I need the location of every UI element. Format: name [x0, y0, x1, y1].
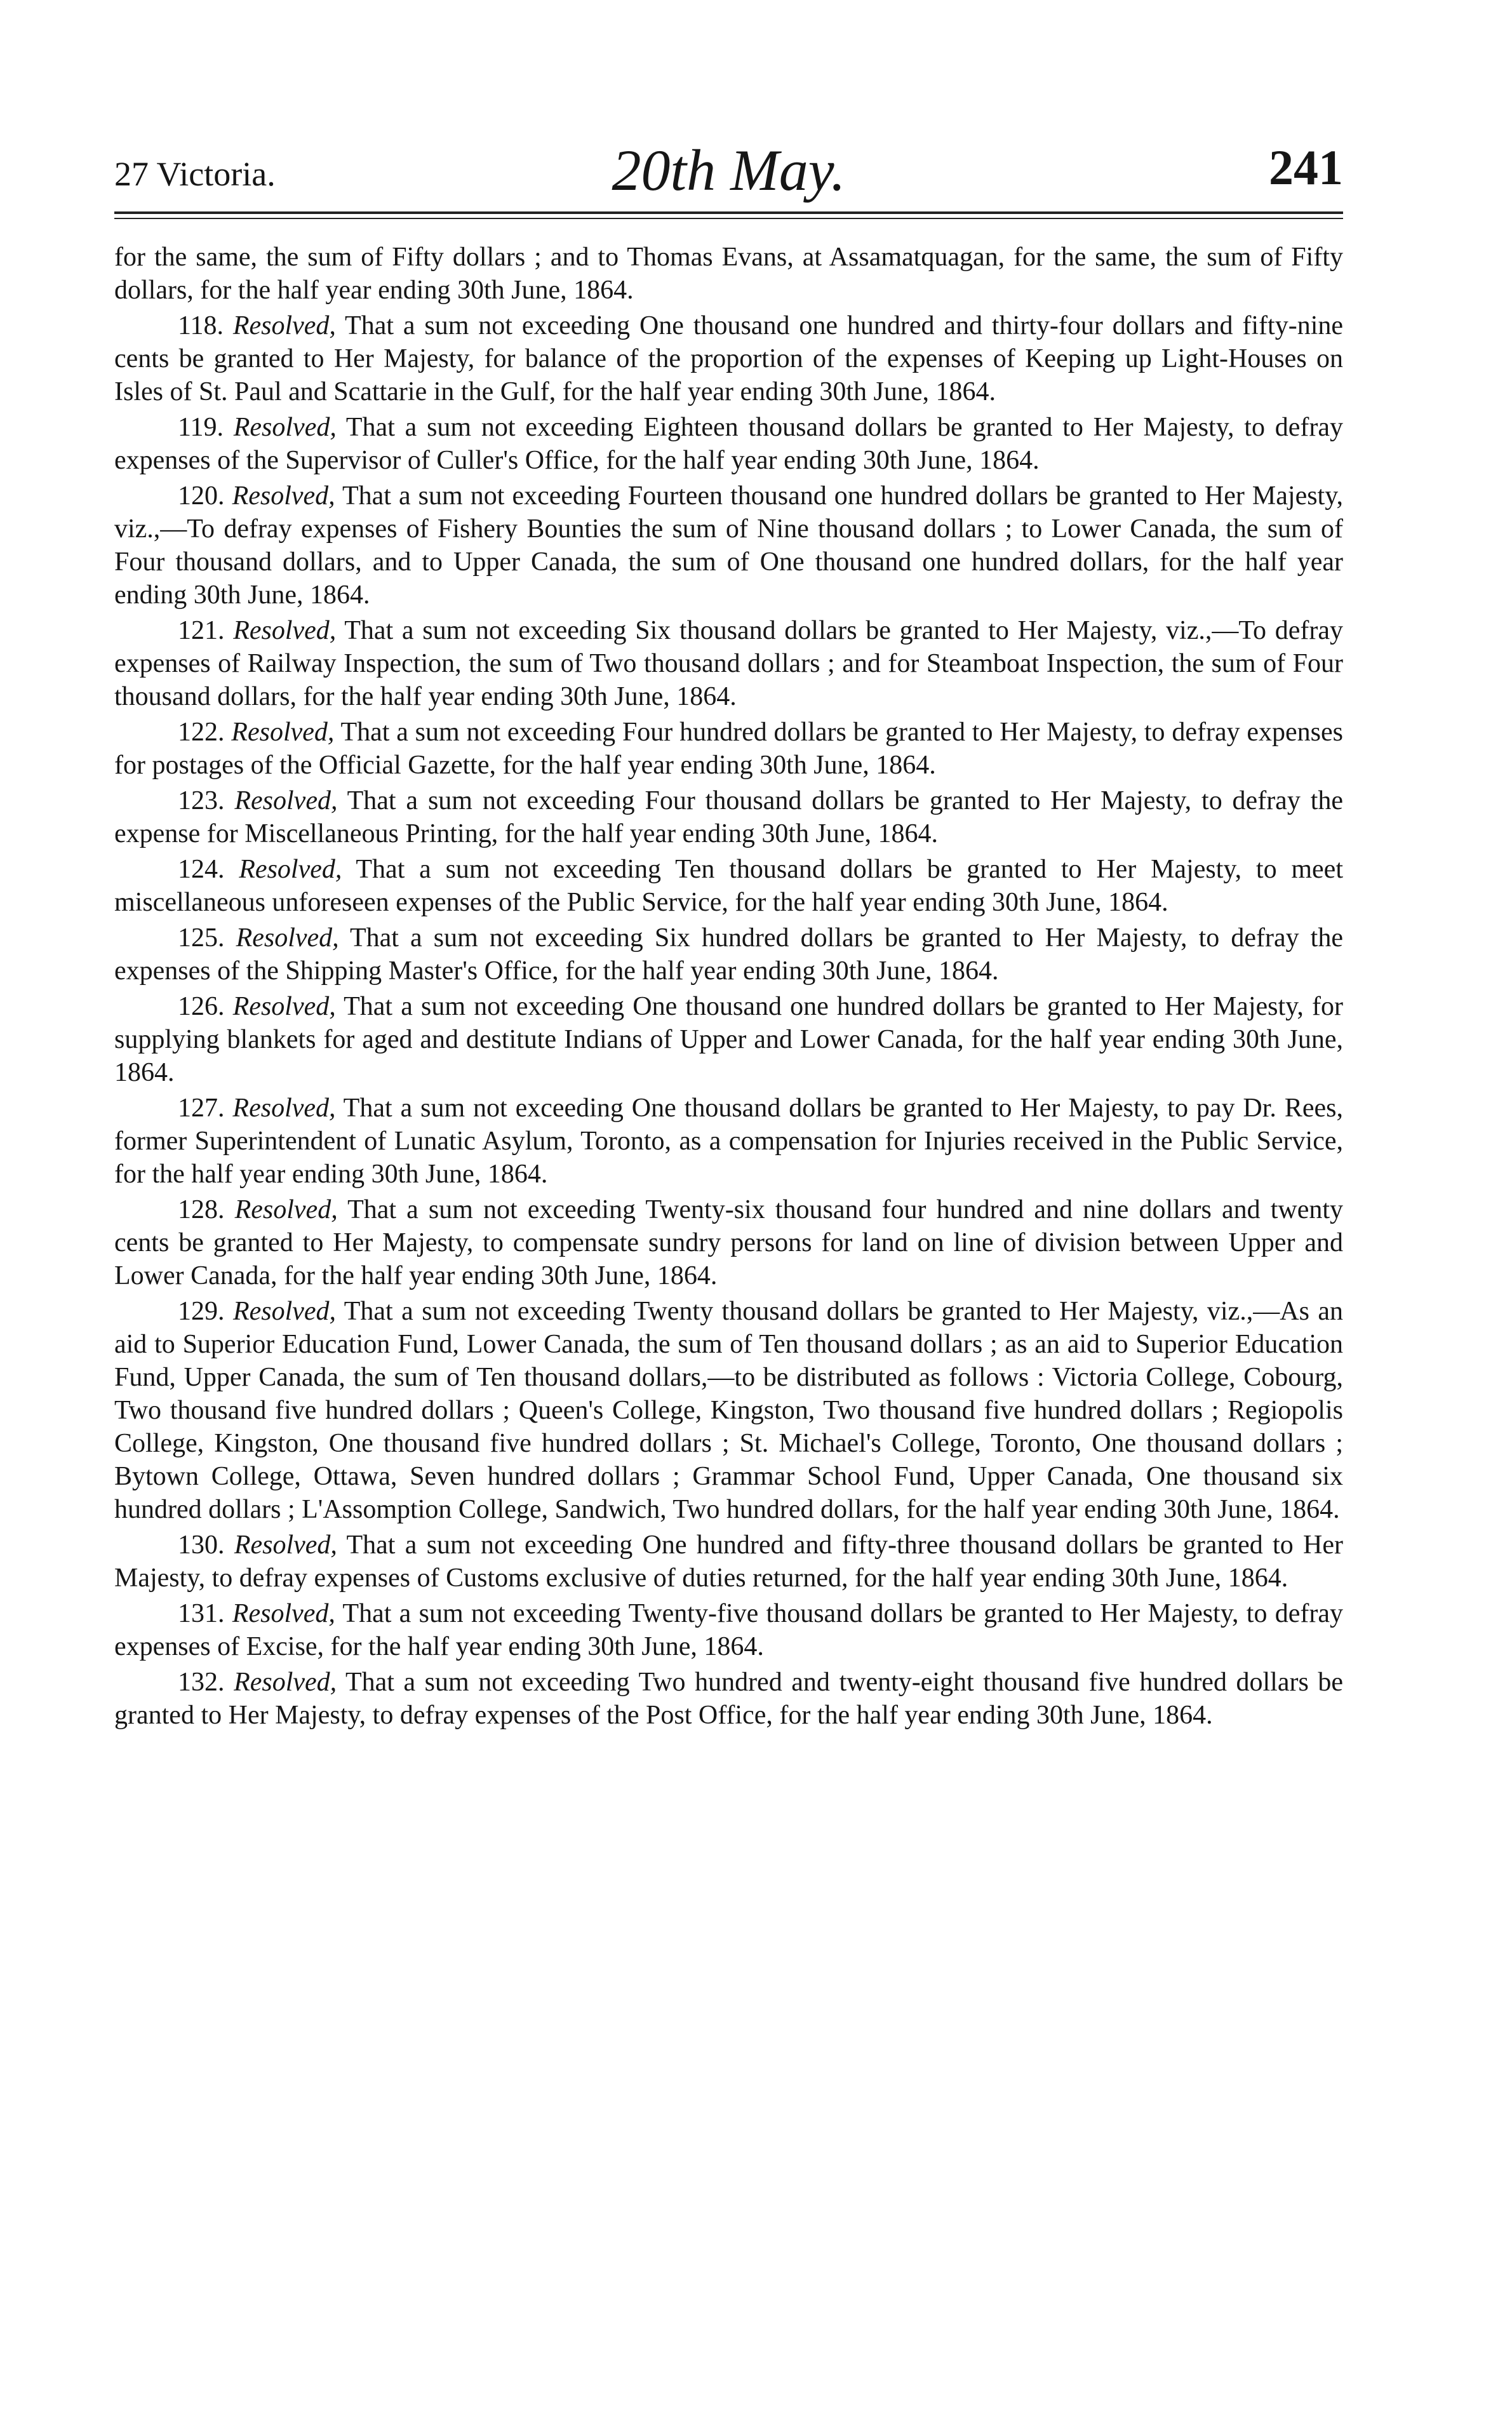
resolution-131 — [114, 1597, 1343, 1663]
resolved-word: Resolved, — [232, 481, 335, 511]
resolution-122 — [114, 716, 1343, 782]
resolved-word: Resolved, — [231, 718, 335, 747]
resolution-123 — [114, 784, 1343, 850]
resolution-number: 132. — [178, 1668, 225, 1697]
resolution-125 — [114, 921, 1343, 988]
resolution-127 — [114, 1092, 1343, 1191]
resolution-text: That a sum not exceeding One hundred and fifty-three thousand dollars be granted to Her Majesty, to defray expenses of Customs exclusive of duties returned, for the half year ending 30th June, 1864. — [114, 1530, 1343, 1593]
resolved-word: Resolved, — [239, 855, 342, 884]
resolution-number: 128. — [178, 1195, 225, 1224]
resolved-word: Resolved, — [234, 1195, 338, 1224]
resolved-word: Resolved, — [234, 1668, 337, 1697]
resolution-124 — [114, 853, 1343, 919]
resolution-number: 125. — [178, 923, 225, 953]
resolution-120 — [114, 479, 1343, 612]
resolution-text: That a sum not exceeding Twenty-five thousand dollars be granted to Her Majesty, to defray expenses of Excise, for the half year ending 30th June, 1864. — [114, 1599, 1343, 1661]
resolution-118 — [114, 309, 1343, 408]
resolved-word: Resolved, — [232, 1297, 337, 1326]
resolved-word: Resolved, — [234, 1530, 337, 1560]
resolution-130 — [114, 1529, 1343, 1595]
resolution-text: That a sum not exceeding Six thousand dollars be granted to Her Majesty, viz.,—To defray expenses of Railway Inspection, the sum of Two thousand dollars ; and for Steamboat Inspection, the sum of Four thousand dollars, for the half year ending 30th June, 1864. — [114, 616, 1343, 711]
page-number: 241 — [1269, 140, 1343, 195]
resolution-number: 126. — [178, 992, 225, 1021]
header-rule-thick — [114, 211, 1343, 214]
resolution-text: That a sum not exceeding Fourteen thousand one hundred dollars be granted to Her Majesty, viz.,—To defray expenses of Fishery Bounties the sum of Nine thousand dollars ; to Lower Canada, the sum of Four thousand dollars, and to Upper Canada, the sum of One thousand one hundred dollars, for the half year ending 30th June, 1864. — [114, 481, 1343, 610]
page-date-heading: 20th May. — [612, 138, 846, 203]
resolved-word: Resolved, — [234, 786, 338, 815]
document-page — [114, 137, 1343, 1734]
resolution-119 — [114, 411, 1343, 477]
resolution-text: That a sum not exceeding Four thousand dollars be granted to Her Majesty, to defray the expense for Miscellaneous Printing, for the half year ending 30th June, 1864. — [114, 786, 1343, 848]
resolution-text: That a sum not exceeding Twenty thousand dollars be granted to Her Majesty, viz.,—As an aid to Superior Education Fund, Lower Canada, the sum of Ten thousand dollars ; as an aid to Superior Education Fund, Upper Canada, the sum of Ten thousand dollars,—to be distributed as follows : Victoria College, Cobourg, Two thousand five hundred dollars ; Queen's College, Kingston, Two thousand five hundred dollars ; Regiopolis College, Kingston, One thousand five hundred dollars ; St. Michael's College, Toronto, One thousand dollars ; Bytown College, Ottawa, Seven hundred dollars ; Grammar School Fund, Upper Canada, One thousand six hundred dollars ; L'Assomption College, Sandwich, Two hundred dollars, for the half year ending 30th June, 1864. — [114, 1297, 1343, 1524]
resolution-number: 123. — [178, 786, 225, 815]
resolution-number: 120. — [178, 481, 225, 511]
resolution-text: That a sum not exceeding Twenty-six thousand four hundred and nine dollars and twenty cents be granted to Her Majesty, to compensate sundry persons for land on line of division between Upper and Lower Canada, for the half year ending 30th June, 1864. — [114, 1195, 1344, 1290]
resolution-number: 127. — [178, 1094, 225, 1123]
resolved-word: Resolved, — [232, 311, 336, 340]
resolution-text: That a sum not exceeding Four hundred dollars be granted to Her Majesty, to defray expenses for postages of the Official Gazette, for the half year ending 30th June, 1864. — [114, 718, 1344, 780]
resolved-word: Resolved, — [236, 923, 339, 953]
resolution-text: That a sum not exceeding One thousand one hundred dollars be granted to Her Majesty, for supplying blankets for aged and destitute Indians of Upper and Lower Canada, for the half year ending 30th June, 1864. — [114, 992, 1344, 1087]
resolution-text: That a sum not exceeding One thousand one hundred and thirty-four dollars and fifty-nine cents be granted to Her Majesty, for balance of the proportion of the expenses of Keeping up Light-Houses on Isles of St. Paul and Scattarie in the Gulf, for the half year ending 30th June, 1864. — [114, 311, 1343, 406]
resolved-word: Resolved, — [233, 616, 337, 645]
resolution-text: That a sum not exceeding Six hundred dollars be granted to Her Majesty, to defray the expenses of the Shipping Master's Office, for the half year ending 30th June, 1864. — [114, 923, 1343, 986]
resolution-text: That a sum not exceeding Two hundred and twenty-eight thousand five hundred dollars be granted to Her Majesty, to defray expenses of the Post Office, for the half year ending 30th June, 1864. — [114, 1668, 1344, 1730]
resolution-number: 131. — [178, 1599, 225, 1628]
running-header — [114, 137, 1343, 206]
resolved-word: Resolved, — [232, 992, 336, 1021]
resolution-text: That a sum not exceeding Eighteen thousand dollars be granted to Her Majesty, to defray expenses of the Supervisor of Culler's Office, for the half year ending 30th June, 1864. — [114, 413, 1344, 475]
regnal-year: 27 Victoria. — [114, 155, 276, 193]
resolution-text: That a sum not exceeding One thousand dollars be granted to Her Majesty, to pay Dr. Rees, former Superintendent of Lunatic Asylum, Toronto, as a compensation for Injuries received in the Public Service, for the half year ending 30th June, 1864. — [114, 1094, 1343, 1189]
resolution-121 — [114, 614, 1343, 713]
resolution-132 — [114, 1666, 1343, 1732]
continuation-paragraph: for the same, the sum of Fifty dollars ; and to Thomas Evans, at Assamatquagan, for the same, the sum of Fifty dollars, for the half year ending 30th June, 1864. — [114, 243, 1343, 305]
document-body — [114, 241, 1343, 1732]
resolution-number: 121. — [178, 616, 225, 645]
resolution-126 — [114, 990, 1343, 1089]
resolved-word: Resolved, — [233, 413, 337, 442]
resolved-word: Resolved, — [232, 1094, 336, 1123]
resolution-128 — [114, 1193, 1343, 1292]
resolution-129 — [114, 1295, 1343, 1526]
resolved-word: Resolved, — [232, 1599, 335, 1628]
resolution-number: 130. — [178, 1530, 225, 1560]
resolution-number: 122. — [178, 718, 225, 747]
resolution-number: 119. — [178, 413, 224, 442]
header-rule-thin — [114, 218, 1343, 219]
resolution-text: That a sum not exceeding Ten thousand dollars be granted to Her Majesty, to meet miscellaneous unforeseen expenses of the Public Service, for the half year ending 30th June, 1864. — [114, 855, 1343, 917]
resolution-number: 124. — [178, 855, 225, 884]
resolution-number: 118. — [178, 311, 224, 340]
resolution-number: 129. — [178, 1297, 225, 1326]
